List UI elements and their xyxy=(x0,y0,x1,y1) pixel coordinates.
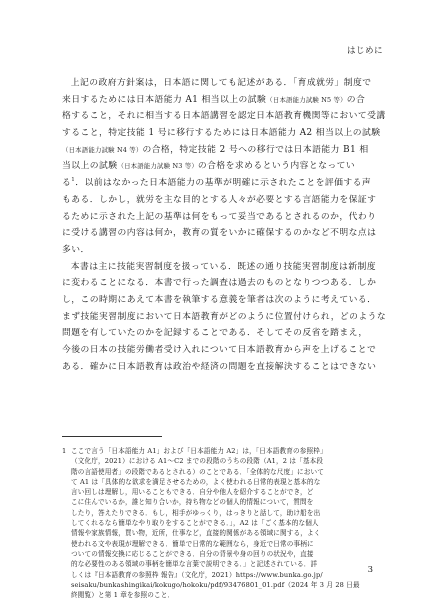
paragraph-2-line-4: まず技能実習制度において日本語教育がどのように位置付けられ，どのような xyxy=(62,311,387,322)
footnote-line-3: 階の言語使用者」の段階であるとされる）のことである．「全体的な尺度」において xyxy=(71,467,324,476)
footnote-reference: 1 xyxy=(71,177,76,184)
paragraph-2-line-5: 問題を有していたのかを記録することである．そしてその反省を踏まえ， xyxy=(62,328,368,339)
paragraph-2-line-3: し，この時期にあえて本書を執筆する意義を筆者は次のように考えている． xyxy=(62,294,377,305)
footnote-line-13: しくは『日本語教育の参照枠 報告』（文化庁，2021）https://www.bunka.go.jp/ xyxy=(71,570,323,579)
footnote xyxy=(62,446,367,600)
body-text xyxy=(62,75,387,375)
paragraph-1-line-6 xyxy=(62,158,362,175)
text-span: ここで言う「日本語能力 A1」および「日本語能力 A2」は，「日本語教育の参照枠」 xyxy=(71,447,327,455)
paragraph-2-line-6: 今後の日本の技能労働者受け入れについて日本語教育から声を上げることで xyxy=(62,345,377,355)
text-span: の合格を求めるという内容となってい xyxy=(197,161,356,172)
test-level-note: （日本語能力試験 N4 等） xyxy=(62,145,143,154)
paragraph-1-line-3: 格すること，それに相当する日本語講習を認定日本語教育機関等において受講 xyxy=(62,111,386,122)
paragraph-1-line-10: に受ける講習の内容は何か，教育の質をいかに確保するのかなど不明な点は xyxy=(62,228,377,239)
footnote-line-6: こに住んでいるか，誰と知り合いか，持ち物などの個人的情報について，質問を xyxy=(71,498,314,507)
footnote-line-1 xyxy=(62,446,367,456)
text-span: 当以上の試験 xyxy=(62,161,118,172)
footnote-line-15: 終閲覧）と第 1 章を参照のこと． xyxy=(71,591,175,600)
footnote-line-11: ついての情報交換に応じることができる．自分の背景や身の回りの状況や，直接 xyxy=(71,549,314,558)
footnote-line-4: て A1 は「具体的な欲求を満足させるための，よく使われる日常的表現と基本的な xyxy=(71,477,321,486)
page-number: 3 xyxy=(367,565,373,575)
footnote-line-2: （文化庁，2021）における A1～C2 までの段階のうちの段階（A1，2 は「基本段 xyxy=(71,457,324,466)
footnote-mark: 1 xyxy=(62,447,67,455)
footnote-divider xyxy=(62,436,162,437)
paragraph-2-line-1: 本書は主に技能実習制度を扱っている．既述の通り技能実習制度は新制度 xyxy=(70,261,376,272)
text-span: ．以前はなかった日本語能力の基準が明確に示されたことを評価する声 xyxy=(75,178,372,189)
paragraph-1-line-2 xyxy=(62,92,366,109)
running-head: はじめに xyxy=(346,46,383,56)
text-span: る xyxy=(62,178,72,189)
paragraph-1-line-1: 上記の政府方針案は，日本語に関しても記述がある．「育成就労」制度で xyxy=(70,78,372,88)
footnote-line-7: したり，答えたりできる．もし，相手がゆっくり，はっきりと話して，助け船を出 xyxy=(71,508,321,517)
paragraph-1-line-11: 多い． xyxy=(62,244,90,255)
text-span: の合格，特定技能 2 号への移行では日本語能力 B1 相 xyxy=(142,144,369,155)
paragraph-1-line-4: すること，特定技能 1 号に移行するためには日本語能力 A2 相当以上の試験 xyxy=(62,128,381,139)
footnote-line-5: 言い回しは理解し，用いることもできる．自分や他人を紹介することができ，ど xyxy=(71,488,314,497)
footnote-line-10: 使われる文や表現が理解できる．簡単で日常的な範囲なら，身近で日常の事柄に xyxy=(71,539,314,548)
footnote-line-9: 情報や家族情報，買い物，近所，仕事など，直接的関係がある領域に関する，よく xyxy=(71,529,321,538)
test-level-note: （日本語能力試験 N3 等） xyxy=(117,162,198,171)
footnote-line-12: 的な必要性のある領域の事柄を簡単な言葉で説明できる．」と記述されている．詳 xyxy=(71,560,318,569)
paragraph-2-line-7: ある．確かに日本語教育は政治や経済の問題を直接解決することはできない xyxy=(62,361,377,372)
paragraph-1-line-7 xyxy=(62,175,372,192)
footnote-line-8: してくれるなら簡単なやり取りをすることができる．」，A2 は「ごく基本的な個人 xyxy=(71,519,319,528)
test-level-note: （日本語能力試験 N5 等） xyxy=(266,95,347,104)
text-span: の合 xyxy=(346,94,366,105)
paragraph-1-line-5 xyxy=(62,142,369,159)
paragraph-1-line-9: るために示された上記の基準は何をもって妥当であるとされるのか，代わり xyxy=(62,211,377,222)
paragraph-1-line-8: もある．しかし，就労を主な目的とする人々が必要とする言語能力を保証す xyxy=(62,194,377,205)
paragraph-2-line-2: に変わることになる．本書で行った調査は過去のものとなりつつある．しか xyxy=(62,278,377,289)
footnote-line-14: seisaku/bunkashingikai/kokugo/hokoku/pdf/93476801_01.pdf（2024 年 3 月 28 日最 xyxy=(71,580,360,589)
text-span: 来日するためには日本語能力 A1 相当以上の試験 xyxy=(62,94,267,105)
